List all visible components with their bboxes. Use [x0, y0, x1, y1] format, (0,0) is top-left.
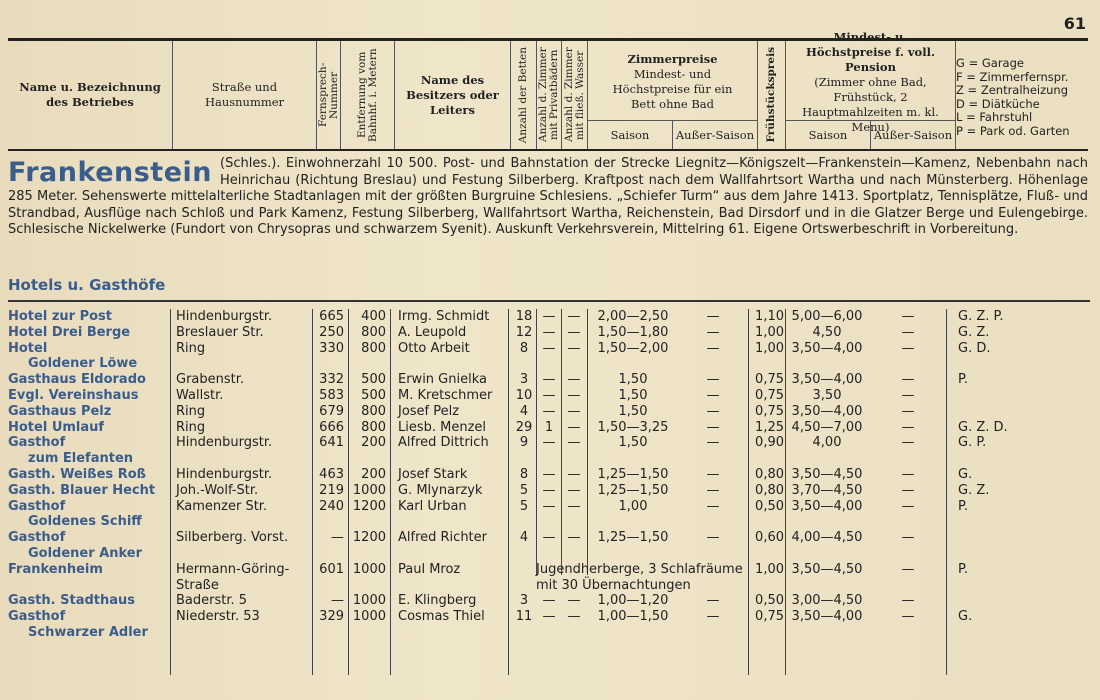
cell-ps: 4,50—7,00: [791, 419, 863, 435]
cell-phone: 641: [319, 435, 344, 451]
cell-phone: 665: [319, 309, 344, 324]
header-owner: Name des Besitzers oder Leiters: [394, 41, 510, 149]
cell-dist: 500: [361, 387, 386, 403]
cell-dist: 800: [361, 324, 386, 340]
cell-zs: 1,25—1,50: [597, 482, 669, 498]
cell-dist: 1000: [352, 609, 386, 625]
cell-dist: 500: [361, 372, 386, 388]
legend-item: G = Garage: [956, 56, 1024, 70]
cell-owner: E. Klingberg: [398, 593, 477, 609]
cell-ps: 4,50: [812, 324, 842, 340]
cell-fliess: —: [567, 403, 581, 419]
section-divider: [8, 300, 1090, 302]
cell-ps: 3,50—4,00: [791, 403, 863, 419]
cell-codes: G.: [958, 466, 973, 482]
cell-priv: —: [542, 309, 556, 324]
legend-item: D = Diätküche: [956, 96, 1040, 111]
cell-pa: —: [901, 530, 915, 546]
cell-zs: 1,25—1,50: [597, 530, 669, 546]
cell-za: —: [706, 482, 720, 498]
cell-za: —: [706, 435, 720, 451]
cell-codes: P.: [958, 561, 968, 577]
cell-street: Ring: [176, 419, 206, 435]
cell-dist: 1200: [352, 530, 386, 546]
cell-phone: 463: [319, 466, 344, 482]
cell-fr: 0,80: [755, 466, 784, 482]
cell-owner: A. Leupold: [398, 324, 467, 340]
cell-street: Ring: [176, 340, 206, 356]
cell-ps: 3,50—4,00: [791, 372, 863, 388]
cell-owner: Alfred Richter: [398, 530, 487, 546]
header-breakfast: Frühstückspreis: [757, 41, 785, 149]
cell-zs: 1,50—2,00: [597, 340, 669, 356]
cell-street: Hindenburgstr.: [176, 435, 273, 451]
cell-pa: —: [901, 498, 915, 514]
cell-za: —: [706, 309, 720, 324]
cell-phone: 240: [319, 498, 344, 514]
cell-za: —: [706, 340, 720, 356]
cell-beds: 29: [515, 419, 533, 435]
cell-priv: —: [542, 340, 556, 356]
header-distance: Entfernung vom Bahnhf. i. Metern: [340, 41, 394, 149]
cell-fliess: —: [567, 372, 581, 388]
hotel-name: Hotel Umlauf: [8, 419, 105, 435]
section-title: Hotels u. Gasthöfe: [8, 276, 166, 294]
cell-beds: 4: [519, 403, 529, 419]
cell-za: —: [706, 419, 720, 435]
cell-priv: 1: [544, 419, 554, 435]
cell-priv: —: [542, 403, 556, 419]
cell-phone: —: [331, 593, 344, 609]
cell-fliess: —: [567, 340, 581, 356]
cell-pa: —: [901, 324, 915, 340]
cell-beds: 18: [515, 309, 533, 324]
header-phone: Fernsprech-Nummer: [316, 41, 340, 149]
page-number: 61: [1063, 14, 1086, 33]
cell-pa: —: [901, 561, 915, 577]
cell-pa: —: [901, 482, 915, 498]
table-row: [0, 530, 1100, 562]
cell-codes: G. Z.: [958, 324, 990, 340]
header-room-prices: Zimmerpreise Mindest- und Höchstpreise für ein Bett ohne Bad Saison Außer-Saison: [587, 41, 757, 149]
table-row: [0, 609, 1100, 641]
cell-ps: 3,50—4,50: [791, 466, 863, 482]
cell-phone: 679: [319, 403, 344, 419]
cell-dist: 1000: [352, 482, 386, 498]
hotel-name: Gasth. Stadthaus: [8, 593, 136, 609]
cell-beds: 5: [519, 498, 529, 514]
cell-ps: 3,50: [812, 387, 842, 403]
cell-codes: G. Z. D.: [958, 419, 1008, 435]
hotel-table-body: [0, 309, 1100, 641]
cell-fliess: —: [567, 309, 581, 324]
cell-fliess: —: [567, 498, 581, 514]
cell-zs: 1,00—1,50: [597, 609, 669, 625]
cell-codes: G. D.: [958, 340, 991, 356]
cell-ps: 3,50—4,00: [791, 340, 863, 356]
legend-item: F = Zimmerfernspr.: [956, 69, 1069, 84]
cell-codes: P.: [958, 498, 968, 514]
cell-street: Hindenburgstr.: [176, 309, 273, 324]
cell-fliess: —: [567, 435, 581, 451]
cell-owner: Josef Pelz: [398, 403, 460, 419]
legend-item: P = Park od. Garten: [956, 123, 1070, 138]
legend: [956, 57, 1070, 139]
cell-street: Ring: [176, 403, 206, 419]
cell-ps: 3,00—4,50: [791, 593, 863, 609]
cell-zs: 1,00: [618, 498, 648, 514]
cell-priv: —: [542, 609, 556, 625]
cell-dist: 400: [361, 309, 386, 324]
cell-ps: 5,00—6,00: [791, 309, 863, 324]
cell-fr: 1,25: [755, 419, 784, 435]
cell-owner: Paul Mroz: [398, 561, 461, 577]
cell-pa: —: [901, 387, 915, 403]
cell-pa: —: [901, 419, 915, 435]
cell-za: —: [706, 403, 720, 419]
cell-pa: —: [901, 340, 915, 356]
cell-beds: 8: [519, 466, 529, 482]
header-pension: Mindest- u. Höchstpreise f. voll. Pension (Zimmer ohne Bad, Frühstück, 2 Hauptmahlzeiten m. kl. Menu) Saison Außer-Saison: [785, 41, 955, 149]
cell-fr: 0,50: [755, 593, 784, 609]
cell-priv: —: [542, 372, 556, 388]
cell-phone: 601: [319, 561, 344, 577]
cell-owner: Irmg. Schmidt: [398, 309, 490, 324]
cell-ps: 3,50—4,00: [791, 609, 863, 625]
cell-owner: Alfred Dittrich: [398, 435, 489, 451]
cell-za: —: [706, 372, 720, 388]
hotel-name: Hotel Drei Berge: [8, 324, 131, 340]
cell-zs: 1,50: [618, 435, 648, 451]
cell-zs: 1,50: [618, 372, 648, 388]
cell-codes: G. Z.: [958, 482, 990, 498]
cell-fr: 1,00: [755, 324, 784, 340]
cell-za: —: [706, 530, 720, 546]
cell-zs: 1,00—1,20: [597, 593, 669, 609]
table-row: [0, 435, 1100, 467]
hotel-name: Hotel zur Post: [8, 309, 112, 324]
cell-ps: 4,00—4,50: [791, 530, 863, 546]
legend-item: L = Fahrstuhl: [956, 110, 1033, 125]
header-beds: Anzahl der Betten: [510, 41, 536, 149]
cell-fr: 0,90: [755, 435, 784, 451]
cell-fr: 0,75: [755, 372, 784, 388]
cell-fliess: —: [567, 387, 581, 403]
cell-street: Hindenburgstr.: [176, 466, 273, 482]
cell-fliess: —: [567, 482, 581, 498]
cell-beds: 4: [519, 530, 529, 546]
cell-owner: Karl Urban: [398, 498, 467, 514]
cell-phone: 583: [319, 387, 344, 403]
cell-dist: 1000: [352, 561, 386, 577]
cell-za: —: [706, 324, 720, 340]
table-header: [8, 29, 1088, 151]
cell-beds: 3: [519, 593, 529, 609]
cell-beds: 9: [519, 435, 529, 451]
cell-za: —: [706, 387, 720, 403]
cell-za: —: [706, 466, 720, 482]
table-row: [0, 499, 1100, 531]
cell-owner: Josef Stark: [398, 466, 468, 482]
cell-za: —: [706, 609, 720, 625]
cell-street: Niederstr. 53: [176, 609, 260, 625]
hotel-name: Gasth. Weißes Roß: [8, 466, 146, 482]
cell-dist: 800: [361, 419, 386, 435]
table-row: [0, 325, 1100, 341]
cell-beds: 11: [515, 609, 533, 625]
cell-priv: —: [542, 482, 556, 498]
hotel-name: Frankenheim: [8, 561, 103, 577]
cell-priv: —: [542, 387, 556, 403]
cell-pa: —: [901, 609, 915, 625]
table-row: [0, 404, 1100, 420]
cell-beds: 8: [519, 340, 529, 356]
hotel-name: Evgl. Vereinshaus: [8, 387, 139, 403]
cell-codes: G. Z. P.: [958, 309, 1004, 324]
hotel-name: Gasthof zum Elefanten: [8, 435, 134, 467]
cell-note: Jugendherberge, 3 Schlafräume mit 30 Übernachtungen: [536, 561, 743, 593]
cell-street: Grabenstr.: [176, 372, 245, 388]
cell-fr: 0,75: [755, 403, 784, 419]
cell-zs: 1,50: [618, 387, 648, 403]
cell-codes: G. P.: [958, 435, 987, 451]
cell-fr: 1,00: [755, 561, 784, 577]
cell-dist: 1000: [352, 593, 386, 609]
cell-ps: 3,50—4,50: [791, 561, 863, 577]
cell-zs: 1,50—3,25: [597, 419, 669, 435]
cell-fliess: —: [567, 324, 581, 340]
cell-owner: M. Kretschmer: [398, 387, 493, 403]
cell-street: Silberberg. Vorst.: [176, 530, 289, 546]
cell-priv: —: [542, 530, 556, 546]
cell-pa: —: [901, 466, 915, 482]
cell-owner: Liesb. Menzel: [398, 419, 487, 435]
hotel-name: Gasthaus Eldorado: [8, 372, 146, 388]
cell-street-line2: Straße: [176, 577, 219, 593]
cell-phone: 219: [319, 482, 344, 498]
cell-ps: 3,70—4,50: [791, 482, 863, 498]
header-private-bath: Anzahl d. Zimmer mit Privatbädern: [536, 41, 561, 149]
cell-zs: 1,50: [618, 403, 648, 419]
cell-beds: 5: [519, 482, 529, 498]
cell-ps: 4,00: [812, 435, 842, 451]
table-row: [0, 341, 1100, 373]
cell-phone: 332: [319, 372, 344, 388]
cell-zs: 1,25—1,50: [597, 466, 669, 482]
cell-fr: 0,80: [755, 482, 784, 498]
table-row: [0, 420, 1100, 436]
table-row: [0, 372, 1100, 388]
cell-fliess: —: [567, 593, 581, 609]
table-row: [0, 593, 1100, 609]
cell-pa: —: [901, 593, 915, 609]
cell-phone: 666: [319, 419, 344, 435]
cell-fr: 0,75: [755, 609, 784, 625]
cell-beds: 10: [515, 387, 533, 403]
cell-fr: 1,10: [755, 309, 784, 324]
cell-za: —: [706, 593, 720, 609]
hotel-name: Gasthof Goldener Anker: [8, 530, 143, 561]
cell-fliess: —: [567, 530, 581, 546]
cell-dist: 1200: [352, 498, 386, 514]
cell-zs: 2,00—2,50: [597, 309, 669, 324]
header-street: Straße und Hausnummer: [172, 41, 316, 149]
header-running-water: Anzahl d. Zimmer mit fließ. Wasser: [561, 41, 587, 149]
cell-dist: 200: [361, 466, 386, 482]
cell-fr: 1,00: [755, 340, 784, 356]
town-description: [8, 156, 1088, 239]
cell-priv: —: [542, 498, 556, 514]
cell-fliess: —: [567, 466, 581, 482]
table-row: [0, 467, 1100, 483]
cell-zs: 1,50—1,80: [597, 324, 669, 340]
table-row: [0, 388, 1100, 404]
town-text: (Schles.). Einwohnerzahl 10 500. Post- und Bahnstation der Strecke Liegnitz—Königszelt—Frankenstein—Kamenz, Nebenbahn nach Heinrichau (Richtung Breslau) und Festung Silberberg. Kraftpost nach dem Wallfahrtsort Wartha und nach Münsterberg. Höhenlage 285 Meter. Sehenswerte mittelalterliche Stadtanlagen mit der größten Burgruine Schlesiens. „Schiefer Turm“ aus dem Jahre 1413. Sportplatz, Tennisplätze, Fluß- und Strandbad, Ausflüge nach Schloß und Park Kamenz, Festung Silberberg, Wallfahrtsort Wartha, Reichenstein, Bad Dirsdorf und in die Glatzer Berge und Eulengebirge. Schlesische Nickelwerke (Fundort von Chrysopras und schwarzem Syenit). Auskunft Verkehrsverein, Mittelring 61. Eigene Ortswerbeschrift in Vorbereitung.: [8, 156, 1088, 238]
cell-beds: 12: [515, 324, 533, 340]
cell-phone: 330: [319, 340, 344, 356]
cell-beds: 3: [519, 372, 529, 388]
cell-street: Hermann-Göring-: [176, 561, 290, 577]
cell-street: Joh.-Wolf-Str.: [176, 482, 259, 498]
cell-owner: Cosmas Thiel: [398, 609, 485, 625]
cell-pa: —: [901, 435, 915, 451]
cell-dist: 200: [361, 435, 386, 451]
cell-dist: 800: [361, 403, 386, 419]
cell-codes: G.: [958, 609, 973, 625]
cell-pa: —: [901, 372, 915, 388]
cell-fliess: —: [567, 609, 581, 625]
cell-fr: 0,50: [755, 498, 784, 514]
cell-phone: 250: [319, 324, 344, 340]
cell-fr: 0,75: [755, 387, 784, 403]
cell-street: Wallstr.: [176, 387, 224, 403]
cell-street: Kamenzer Str.: [176, 498, 268, 514]
cell-priv: —: [542, 466, 556, 482]
cell-za: —: [706, 498, 720, 514]
cell-street: Breslauer Str.: [176, 324, 264, 340]
table-row: [0, 562, 1100, 594]
cell-fliess: —: [567, 419, 581, 435]
cell-codes: P.: [958, 372, 968, 388]
cell-owner: Erwin Gnielka: [398, 372, 487, 388]
table-row: [0, 309, 1100, 325]
legend-item: Z = Zentralheizung: [956, 83, 1069, 98]
cell-dist: 800: [361, 340, 386, 356]
cell-pa: —: [901, 309, 915, 324]
hotel-name: Gasth. Blauer Hecht: [8, 482, 156, 498]
hotel-name: Gasthof Schwarzer Adler: [8, 609, 148, 640]
cell-street: Baderstr. 5: [176, 593, 248, 609]
cell-priv: —: [542, 593, 556, 609]
cell-owner: Otto Arbeit: [398, 340, 470, 356]
cell-pa: —: [901, 403, 915, 419]
table-row: [0, 483, 1100, 499]
cell-priv: —: [542, 324, 556, 340]
cell-priv: —: [542, 435, 556, 451]
header-name: Name u. Bezeichnung des Betriebes: [19, 80, 161, 109]
hotel-name: Gasthof Goldenes Schiff: [8, 498, 142, 530]
hotel-name: Gasthaus Pelz: [8, 403, 112, 419]
cell-phone: —: [331, 530, 344, 546]
cell-ps: 3,50—4,00: [791, 498, 863, 514]
cell-owner: G. Mlynarzyk: [398, 482, 483, 498]
cell-phone: 329: [319, 609, 344, 625]
town-name: Frankenstein: [8, 157, 213, 188]
hotel-name: Hotel Goldener Löwe: [8, 340, 138, 372]
cell-fr: 0,60: [755, 530, 784, 546]
